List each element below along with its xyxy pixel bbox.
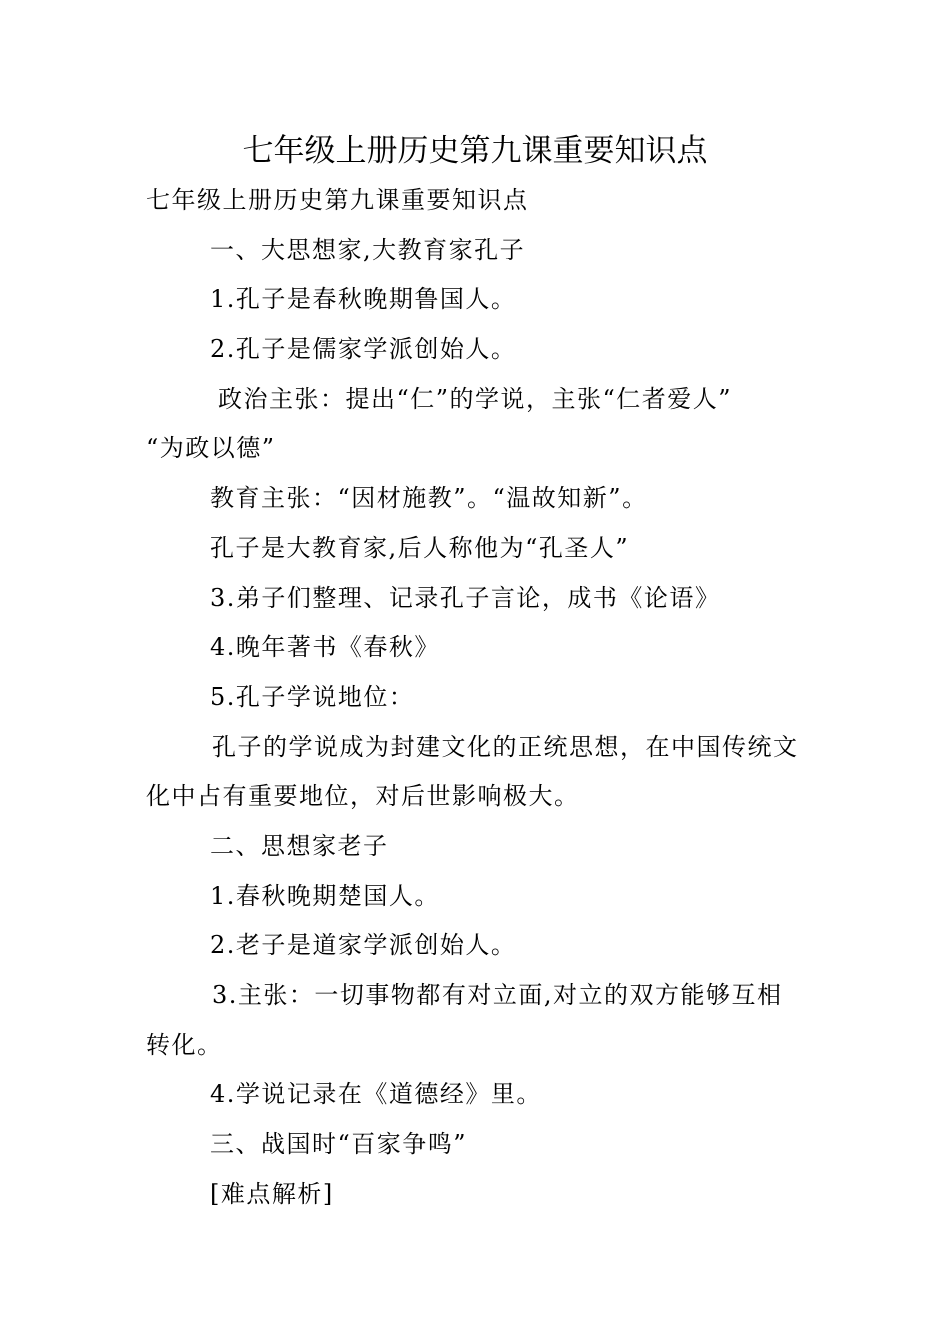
difficulty-note: [难点解析]: [210, 1179, 334, 1208]
section2-heading: 二、思想家老子: [210, 831, 389, 860]
politics-line-1: 政治主张：提出“仁”的学说，主张“仁者爱人”: [218, 384, 733, 413]
status-paragraph: [146, 727, 811, 826]
section1-point-3: 3.弟子们整理、记录孔子言论，成书《论语》: [210, 583, 721, 612]
laozi-view-line-2: 转化。: [146, 1030, 223, 1059]
section1-point-1: 1.孔子是春秋晚期鲁国人。: [210, 285, 517, 314]
section1-point-2: 2.孔子是儒家学派创始人。: [210, 335, 517, 364]
politics-line-2: “为政以德”: [146, 434, 276, 463]
document-title: 七年级上册历史第九课重要知识点: [242, 133, 708, 169]
section1-heading: 一、大思想家,大教育家孔子: [210, 235, 526, 264]
section1-point-4: 4.晚年著书《春秋》: [210, 633, 440, 662]
section1-point-5: 5.孔子学说地位：: [210, 682, 415, 711]
document-body: [146, 180, 811, 1223]
section2-point-4: 4.学说记录在《道德经》里。: [210, 1080, 542, 1109]
sage-line: 孔子是大教育家,后人称他为“孔圣人”: [210, 533, 630, 562]
politics-paragraph: [146, 379, 811, 478]
section3-heading: 三、战国时“百家争鸣”: [210, 1130, 468, 1159]
laozi-view-paragraph: [146, 975, 811, 1074]
education-line: 教育主张：“因材施教”。“温故知新”。: [210, 484, 648, 513]
status-line-2: 化中占有重要地位，对后世影响极大。: [146, 782, 580, 811]
subtitle-line: 七年级上册历史第九课重要知识点: [146, 186, 529, 214]
status-line-1: 孔子的学说成为封建文化的正统思想，在中国传统文: [212, 732, 799, 761]
laozi-view-line-1: 3.主张：一切事物都有对立面,对立的双方能够互相: [212, 981, 783, 1010]
section2-point-2: 2.老子是道家学派创始人。: [210, 931, 517, 960]
section2-point-1: 1.春秋晚期楚国人。: [210, 881, 440, 910]
